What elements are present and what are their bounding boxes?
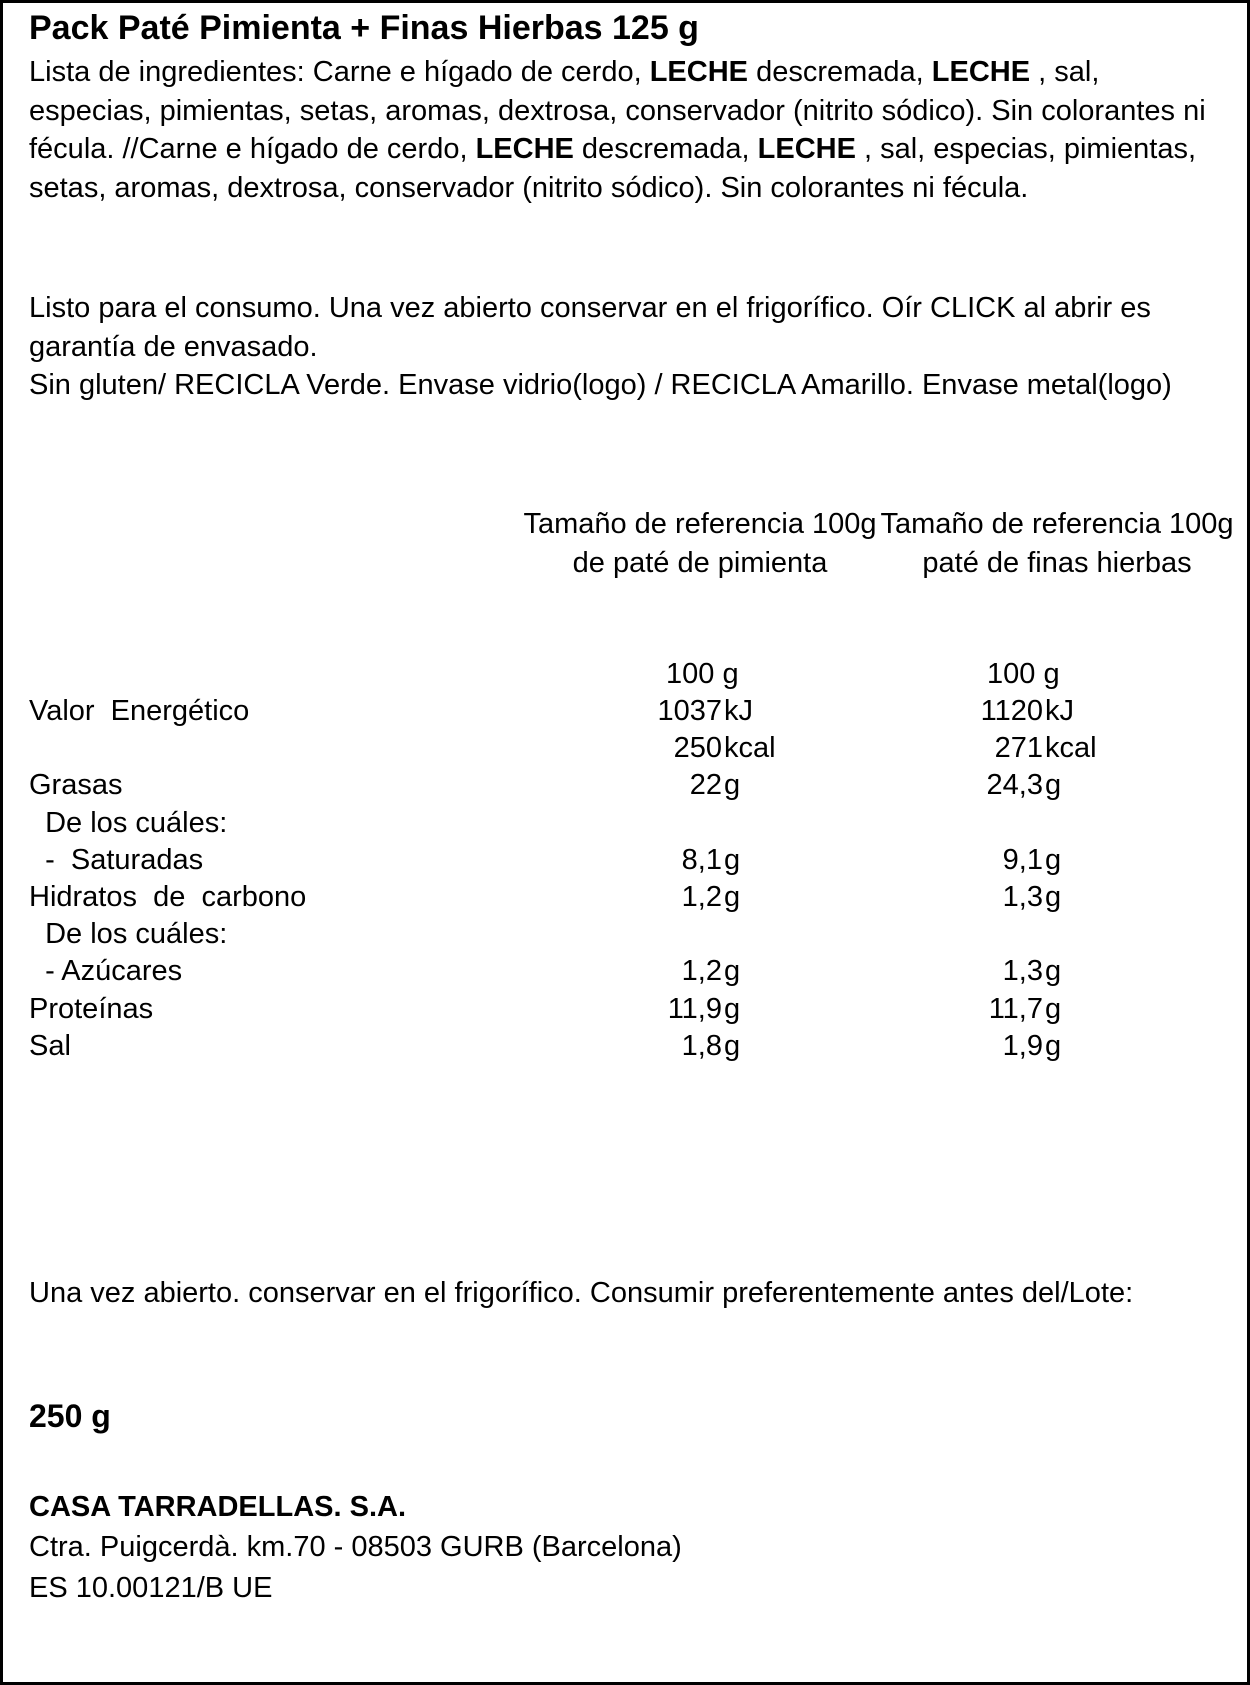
nutrient-label: De los cuáles: [29, 806, 228, 839]
usage-instructions: Listo para el consumo. Una vez abierto conservar en el frigorífico. Oír CLICK al abrir es garantía de envasado. [29, 292, 1151, 363]
ingredients-segment: descremada, [748, 56, 932, 88]
col1-unit: g [724, 769, 741, 802]
ingredients-segment: descremada, [573, 133, 758, 165]
ingredients-segment: Carne e hígado de cerdo, [312, 56, 650, 88]
col1-value: 1,2 [681, 881, 722, 913]
col2-value: 9,1 [1002, 843, 1043, 876]
nutrient-label: - Saturadas [29, 843, 204, 876]
net-weight: 250 g [29, 1398, 111, 1434]
ingredients-paragraph [29, 53, 1229, 207]
ingredients-segment: , sal, especias, pimientas, setas, aromas, dextrosa, conservador (nitrito sódico). Sin colorantes ni fécula. [29, 133, 1197, 204]
col2-value: 11,7 [988, 992, 1043, 1025]
col1-value: 1,8 [681, 1029, 722, 1062]
col2-unit: kcal [1045, 732, 1097, 765]
allergen-highlight: LECHE [757, 133, 856, 165]
col1-unit: g [724, 1029, 741, 1062]
allergen-highlight: LECHE [931, 56, 1031, 88]
nutrient-label: Grasas [29, 769, 123, 802]
product-title: Pack Paté Pimienta + Finas Hierbas 125 g [29, 9, 699, 47]
allergen-highlight: LECHE [475, 133, 574, 165]
col1-value: 1,2 [681, 955, 722, 988]
nutrient-label: De los cuáles: [29, 918, 228, 951]
col1-value: 11,9 [667, 992, 722, 1025]
ingredients-segment: , sal, especias, pimientas, setas, aromas, dextrosa, conservador (nitrito sódico). Sin colorantes ni fécula. //Carne e hígado de cerdo, [29, 56, 1206, 165]
gluten-recycling-info: Sin gluten/ RECICLA Verde. Envase vidrio(logo) / RECICLA Amarillo. Envase metal(logo) [29, 369, 1172, 401]
nutrient-label: Proteínas [29, 992, 154, 1025]
col2-value: 1,3 [1002, 955, 1043, 988]
nutrient-label: Hidratos de carbono [29, 881, 307, 913]
col2-portion: 100 g [987, 658, 1060, 690]
col2-value: 1,9 [1002, 1029, 1043, 1062]
storage-instructions: Una vez abierto. conservar en el frigorífico. Consumir preferentemente antes del/Lote: [29, 1277, 1134, 1309]
company-address: Ctra. Puigcerdà. km.70 - 08503 GURB (Barcelona) [29, 1531, 682, 1563]
col1-unit: g [724, 881, 741, 913]
col2-unit: g [1045, 1029, 1062, 1062]
col2-unit: kJ [1045, 695, 1074, 727]
col1-value: 8,1 [681, 843, 722, 876]
company-registry: ES 10.00121/B UE [29, 1572, 273, 1604]
col2-unit: g [1045, 769, 1062, 802]
col2-value: 271 [994, 732, 1043, 765]
col1-unit: kJ [724, 695, 753, 727]
col1-value: 1037 [657, 695, 722, 727]
col2-unit: g [1045, 992, 1062, 1025]
col1-value: 250 [673, 732, 722, 765]
col2-value: 1,3 [1002, 881, 1043, 913]
company-name: CASA TARRADELLAS. S.A. [29, 1491, 406, 1523]
ingredients-label: Lista de ingredientes: [29, 56, 313, 88]
nutrient-label: - Azúcares [29, 955, 183, 988]
col2-header: Tamaño de referencia 100g paté de finas hierbas [880, 508, 1234, 579]
col2-value: 24,3 [986, 769, 1043, 802]
col2-unit: g [1045, 881, 1062, 913]
col1-header: Tamaño de referencia 100g de paté de pimienta [523, 508, 877, 579]
nutrient-label: Valor Energético [29, 695, 250, 727]
allergen-highlight: LECHE [649, 56, 749, 88]
col1-value: 22 [689, 769, 722, 802]
col2-unit: g [1045, 955, 1062, 988]
col1-portion: 100 g [666, 658, 739, 690]
col1-unit: g [724, 843, 741, 876]
col1-unit: g [724, 992, 741, 1025]
col1-unit: g [724, 955, 741, 988]
nutrient-label: Sal [29, 1029, 71, 1062]
col2-unit: g [1045, 843, 1062, 876]
col2-value: 1120 [980, 695, 1043, 727]
col1-unit: kcal [724, 732, 776, 765]
